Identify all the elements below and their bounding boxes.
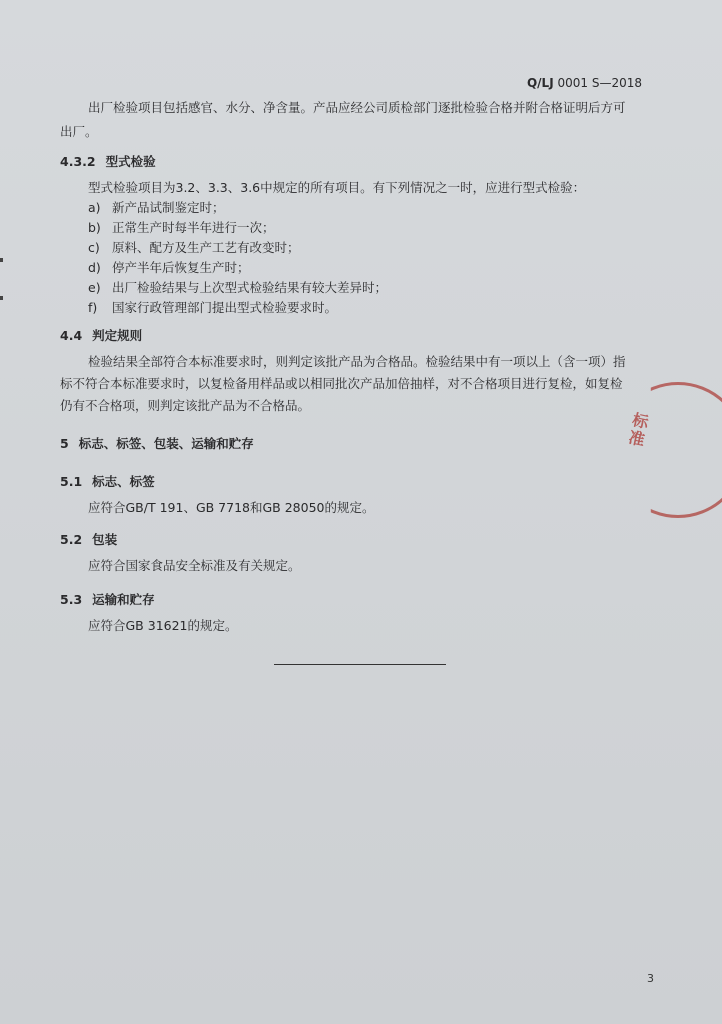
list-item-text: 停产半年后恢复生产时； xyxy=(112,260,250,275)
list-marker: a) xyxy=(88,200,101,215)
section-number: 5 xyxy=(60,436,69,451)
list-marker: e) xyxy=(88,280,101,295)
list-item-text: 出厂检验结果与上次型式检验结果有较大差异时； xyxy=(112,280,388,295)
section-heading-5 xyxy=(60,434,254,452)
binding-mark xyxy=(0,258,3,262)
list-item xyxy=(88,240,300,256)
section-heading-4-4 xyxy=(60,326,142,344)
section-number: 4.4 xyxy=(60,328,83,343)
section-title: 标志、标签、包装、运输和贮存 xyxy=(78,436,254,451)
section-5-2-text: 应符合国家食品安全标准及有关规定。 xyxy=(88,558,301,573)
section-5-1-text: 应符合GB/T 191、GB 7718和GB 28050的规定。 xyxy=(88,500,375,515)
paragraph-factory-inspection-line2: 出厂。 xyxy=(60,124,98,139)
section-number: 5.1 xyxy=(60,474,83,489)
list-item-text: 新产品试制鉴定时； xyxy=(112,200,225,215)
end-rule xyxy=(274,664,446,665)
standard-code-rest: 0001 S—2018 xyxy=(553,76,642,90)
section-title: 判定规则 xyxy=(92,328,143,343)
section-heading-5-3 xyxy=(60,590,155,608)
section-number: 4.3.2 xyxy=(60,154,96,169)
list-marker: d) xyxy=(88,260,101,275)
list-item xyxy=(88,220,275,236)
company-seal-text: 标准 xyxy=(624,410,651,450)
list-marker: f) xyxy=(88,300,98,315)
standard-code xyxy=(527,76,642,90)
type-inspection-intro: 型式检验项目为3.2、3.3、3.6中规定的所有项目。有下列情况之一时，应进行型式检验： xyxy=(88,180,586,195)
page-number: 3 xyxy=(647,972,654,985)
list-item-text: 原料、配方及生产工艺有改变时； xyxy=(112,240,300,255)
list-item xyxy=(88,200,225,216)
section-title: 运输和贮存 xyxy=(92,592,155,607)
section-heading-4-3-2 xyxy=(60,152,156,170)
section-number: 5.2 xyxy=(60,532,83,547)
section-5-3-text: 应符合GB 31621的规定。 xyxy=(88,618,238,633)
list-marker: b) xyxy=(88,220,101,235)
section-title: 包装 xyxy=(92,532,118,547)
section-title: 型式检验 xyxy=(105,154,156,169)
binding-mark xyxy=(0,296,3,300)
judgement-rule-line2: 标不符合本标准要求时，以复检备用样品或以相同批次产品加倍抽样，对不合格项目进行复检，如复检 xyxy=(60,376,623,391)
list-item xyxy=(88,280,387,296)
standard-code-prefix: Q/LJ xyxy=(526,76,554,90)
section-heading-5-1 xyxy=(60,472,155,490)
list-item-text: 国家行政管理部门提出型式检验要求时。 xyxy=(112,300,338,315)
section-heading-5-2 xyxy=(60,530,117,548)
list-marker: c) xyxy=(88,240,100,255)
list-item xyxy=(88,260,250,276)
list-item xyxy=(88,300,337,316)
company-seal xyxy=(610,382,722,518)
judgement-rule-line1: 检验结果全部符合本标准要求时，则判定该批产品为合格品。检验结果中有一项以上（含一项）指 xyxy=(88,354,626,369)
section-title: 标志、标签 xyxy=(92,474,155,489)
judgement-rule-line3: 仍有不合格项，则判定该批产品为不合格品。 xyxy=(60,398,311,413)
paragraph-factory-inspection-line1: 出厂检验项目包括感官、水分、净含量。产品应经公司质检部门逐批检验合格并附合格证明后方可 xyxy=(88,100,626,115)
list-item-text: 正常生产时每半年进行一次； xyxy=(112,220,275,235)
section-number: 5.3 xyxy=(60,592,83,607)
